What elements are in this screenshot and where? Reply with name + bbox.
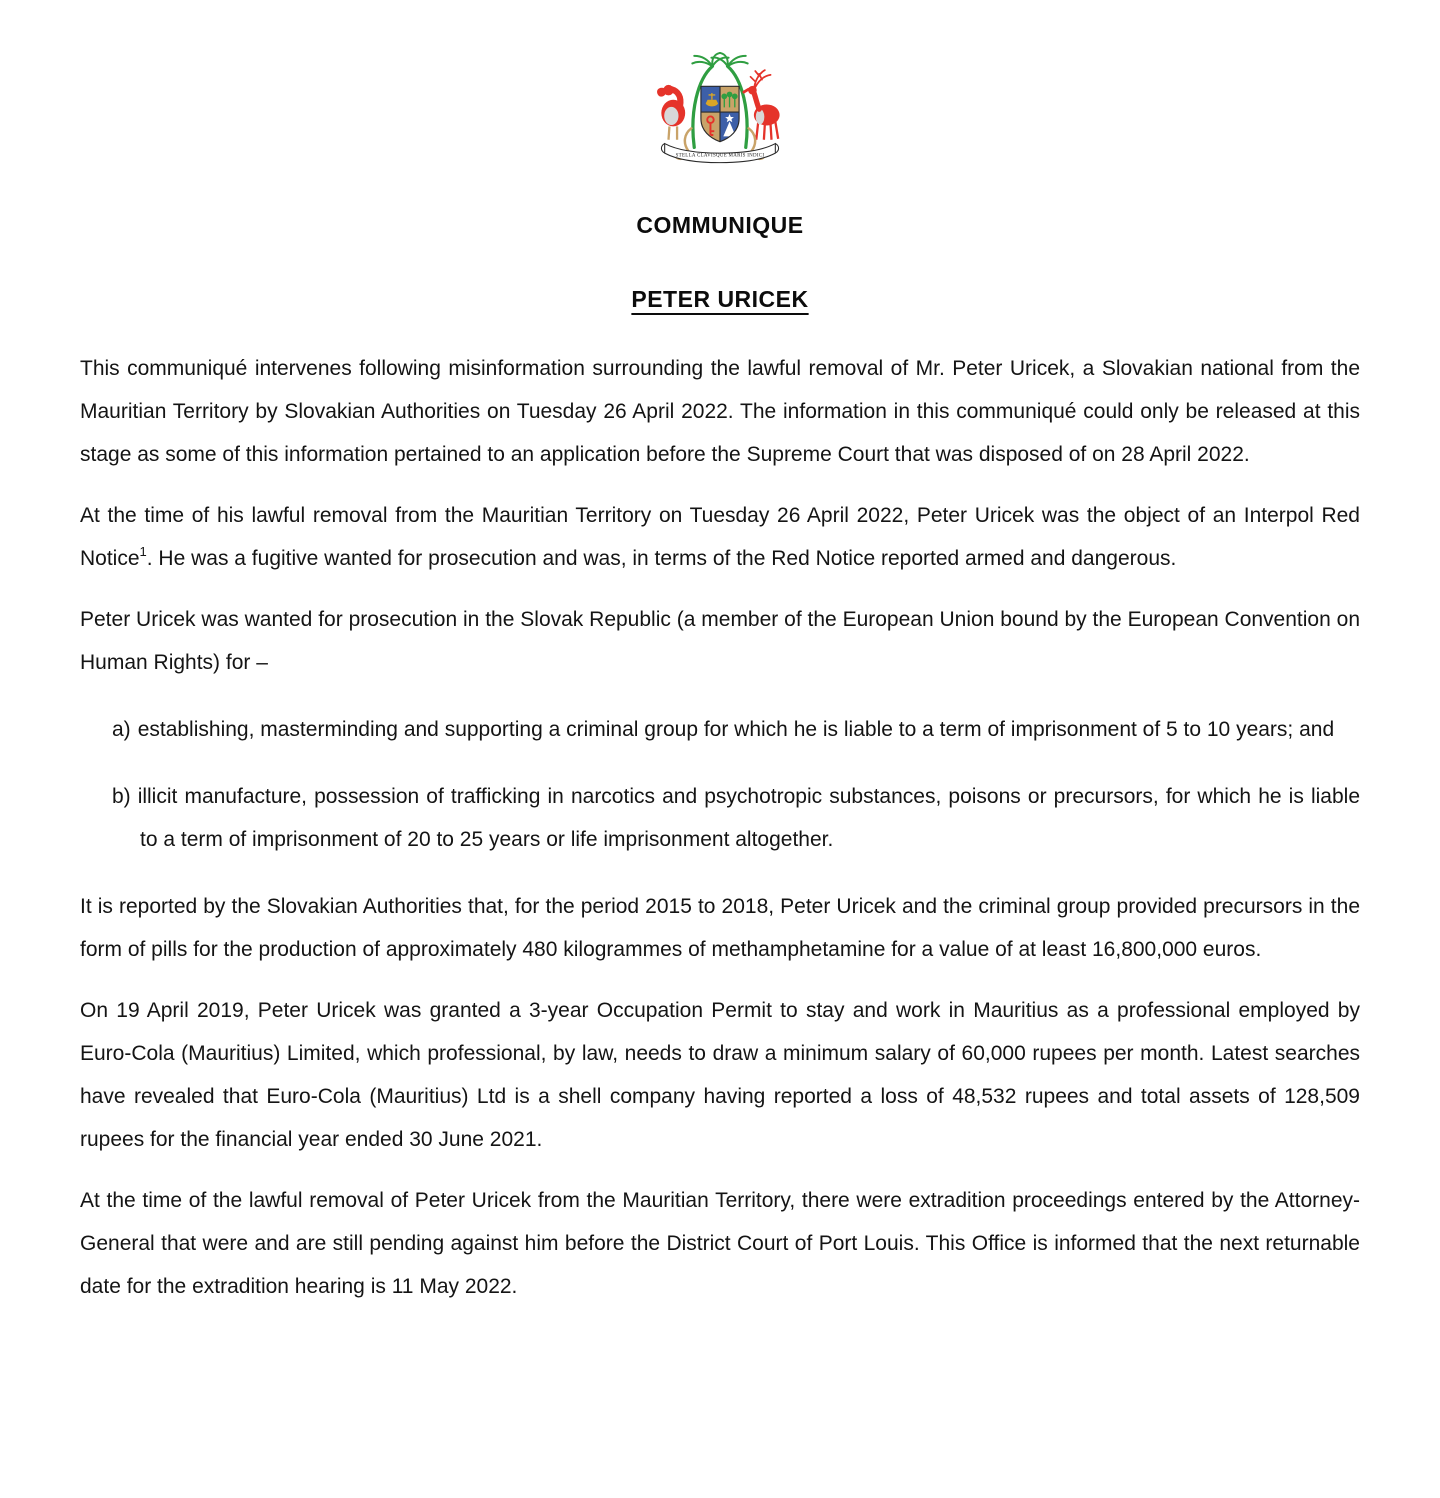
document-body: [80, 347, 1360, 1308]
paragraph-red-notice-continuation: . He was a fugitive wanted for prosecution and was, in terms of the Red Notice reported armed and dangerous.: [146, 547, 1177, 570]
charge-item-a: [80, 708, 1360, 751]
emblem-container: [80, 52, 1360, 181]
shield: [701, 86, 739, 141]
footnote-reference: 1: [139, 544, 147, 559]
paragraph-red-notice-text: At the time of his lawful removal from the Mauritian Territory on Tuesday 26 April 2022, Peter Uricek was the object of an Interpol Red Notice: [80, 504, 1360, 570]
paragraph-slovakian-report: It is reported by the Slovakian Authorities that, for the period 2015 to 2018, Peter Uricek and the criminal group provided precursors in the form of pills for the production of approximately 480 kilogrammes of methamphetamine for a value of at least 16,800,000 euros.: [80, 895, 1360, 961]
charge-item-b: [80, 775, 1360, 861]
dodo-supporter: [657, 85, 685, 140]
paragraph-intro: This communiqué intervenes following misinformation surrounding the lawful removal of Mr. Peter Uricek, a Slovakian national from the Mauritian Territory by Slovakian Authorities on Tuesday 26 April 2022. The information in this communiqué could only be released at this stage as some of this information pertained to an application before the Supreme Court that was disposed of on 28 April 2022.: [80, 357, 1360, 466]
palm-fronds: [692, 53, 747, 66]
paragraph-occupation-permit: On 19 April 2019, Peter Uricek was granted a 3-year Occupation Permit to stay and work in Mauritius as a professional employed by Euro-Cola (Mauritius) Limited, which professional, by law, needs to draw a minimum salary of 60,000 rupees per month. Latest searches have revealed that Euro-Cola (Mauritius) Ltd is a shell company having reported a loss of 48,532 rupees and total assets of 128,509 rupees for the financial year ended 30 June 2021.: [80, 999, 1360, 1151]
palms-charge: [721, 92, 737, 108]
charge-item-b-text: illicit manufacture, possession of trafficking in narcotics and psychotropic substances, poisons or precursors, for which he is liable to a term of imprisonment of 20 to 25 years or life imprisonment altogether.: [137, 785, 1360, 851]
paragraph-prosecution: Peter Uricek was wanted for prosecution in the Slovak Republic (a member of the European Union bound by the European Convention on Human Rights) for –: [80, 608, 1360, 674]
paragraph-red-notice: [80, 494, 1360, 580]
document-title: COMMUNIQUE: [636, 212, 804, 238]
charge-item-a-text: establishing, masterminding and supporting a criminal group for which he is liable to a term of imprisonment of 5 to 10 years; and: [137, 718, 1335, 741]
charge-item-b-marker: b): [112, 785, 131, 808]
mauritius-coat-of-arms: [645, 52, 795, 176]
motto-text: STELLA CLAVISQUE MARIS INDICI: [675, 153, 765, 159]
paragraph-extradition: At the time of the lawful removal of Peter Uricek from the Mauritian Territory, there were extradition proceedings entered by the Attorney-General that were and are still pending against him before the District Court of Port Louis. This Office is informed that the next returnable date for the extradition hearing is 11 May 2022.: [80, 1189, 1360, 1298]
document-subtitle: PETER URICEK: [631, 286, 809, 312]
charge-item-a-marker: a): [112, 718, 131, 741]
